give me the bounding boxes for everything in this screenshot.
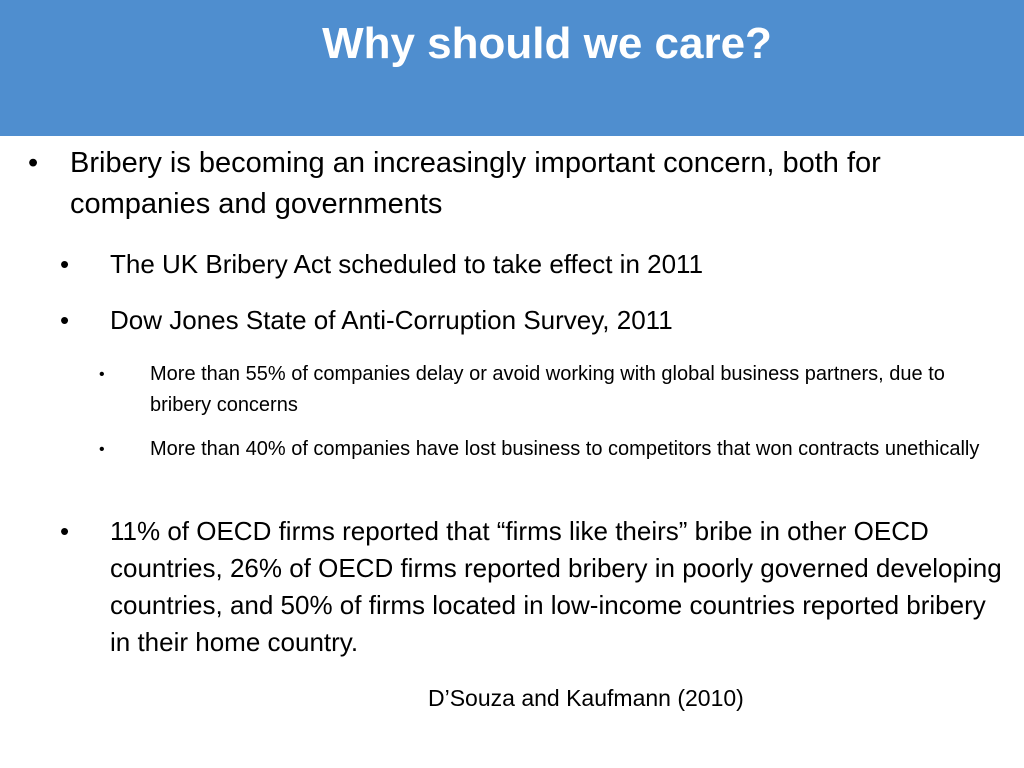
bullet-dow-jones-survey <box>60 302 1010 339</box>
bullet-marker: • <box>99 366 105 383</box>
bullet-text: More than 55% of companies delay or avoid working with global business partners, due to bribery concerns <box>150 363 945 416</box>
bullet-bribery-concern <box>28 143 988 225</box>
bullet-text: More than 40% of companies have lost business to competitors that won contracts unethically <box>150 438 980 460</box>
title-banner <box>0 0 1024 136</box>
slide-title: Why should we care? <box>322 19 772 68</box>
bullet-marker: • <box>60 516 70 546</box>
bullet-marker: • <box>28 147 39 179</box>
bullet-text: The UK Bribery Act scheduled to take effect in 2011 <box>110 249 704 279</box>
bullet-text: Bribery is becoming an increasingly important concern, both for companies and governments <box>70 147 881 220</box>
bullet-marker: • <box>99 441 105 458</box>
bullet-55-percent <box>99 359 999 421</box>
citation: D’Souza and Kaufmann (2010) <box>428 685 744 711</box>
bullet-marker: • <box>60 249 70 279</box>
bullet-text: Dow Jones State of Anti-Corruption Survey, 2011 <box>110 305 673 335</box>
bullet-uk-bribery-act <box>60 246 1010 283</box>
bullet-marker: • <box>60 305 70 335</box>
bullet-text: 11% of OECD firms reported that “firms like theirs” bribe in other OECD countries, 26% of OECD firms reported bribery in poorly governed developing countries, and 50% of firms located in low-income countries reported bribery in their home country. <box>110 516 1002 657</box>
bullet-oecd-findings <box>60 513 1010 661</box>
bullet-40-percent <box>99 434 999 465</box>
